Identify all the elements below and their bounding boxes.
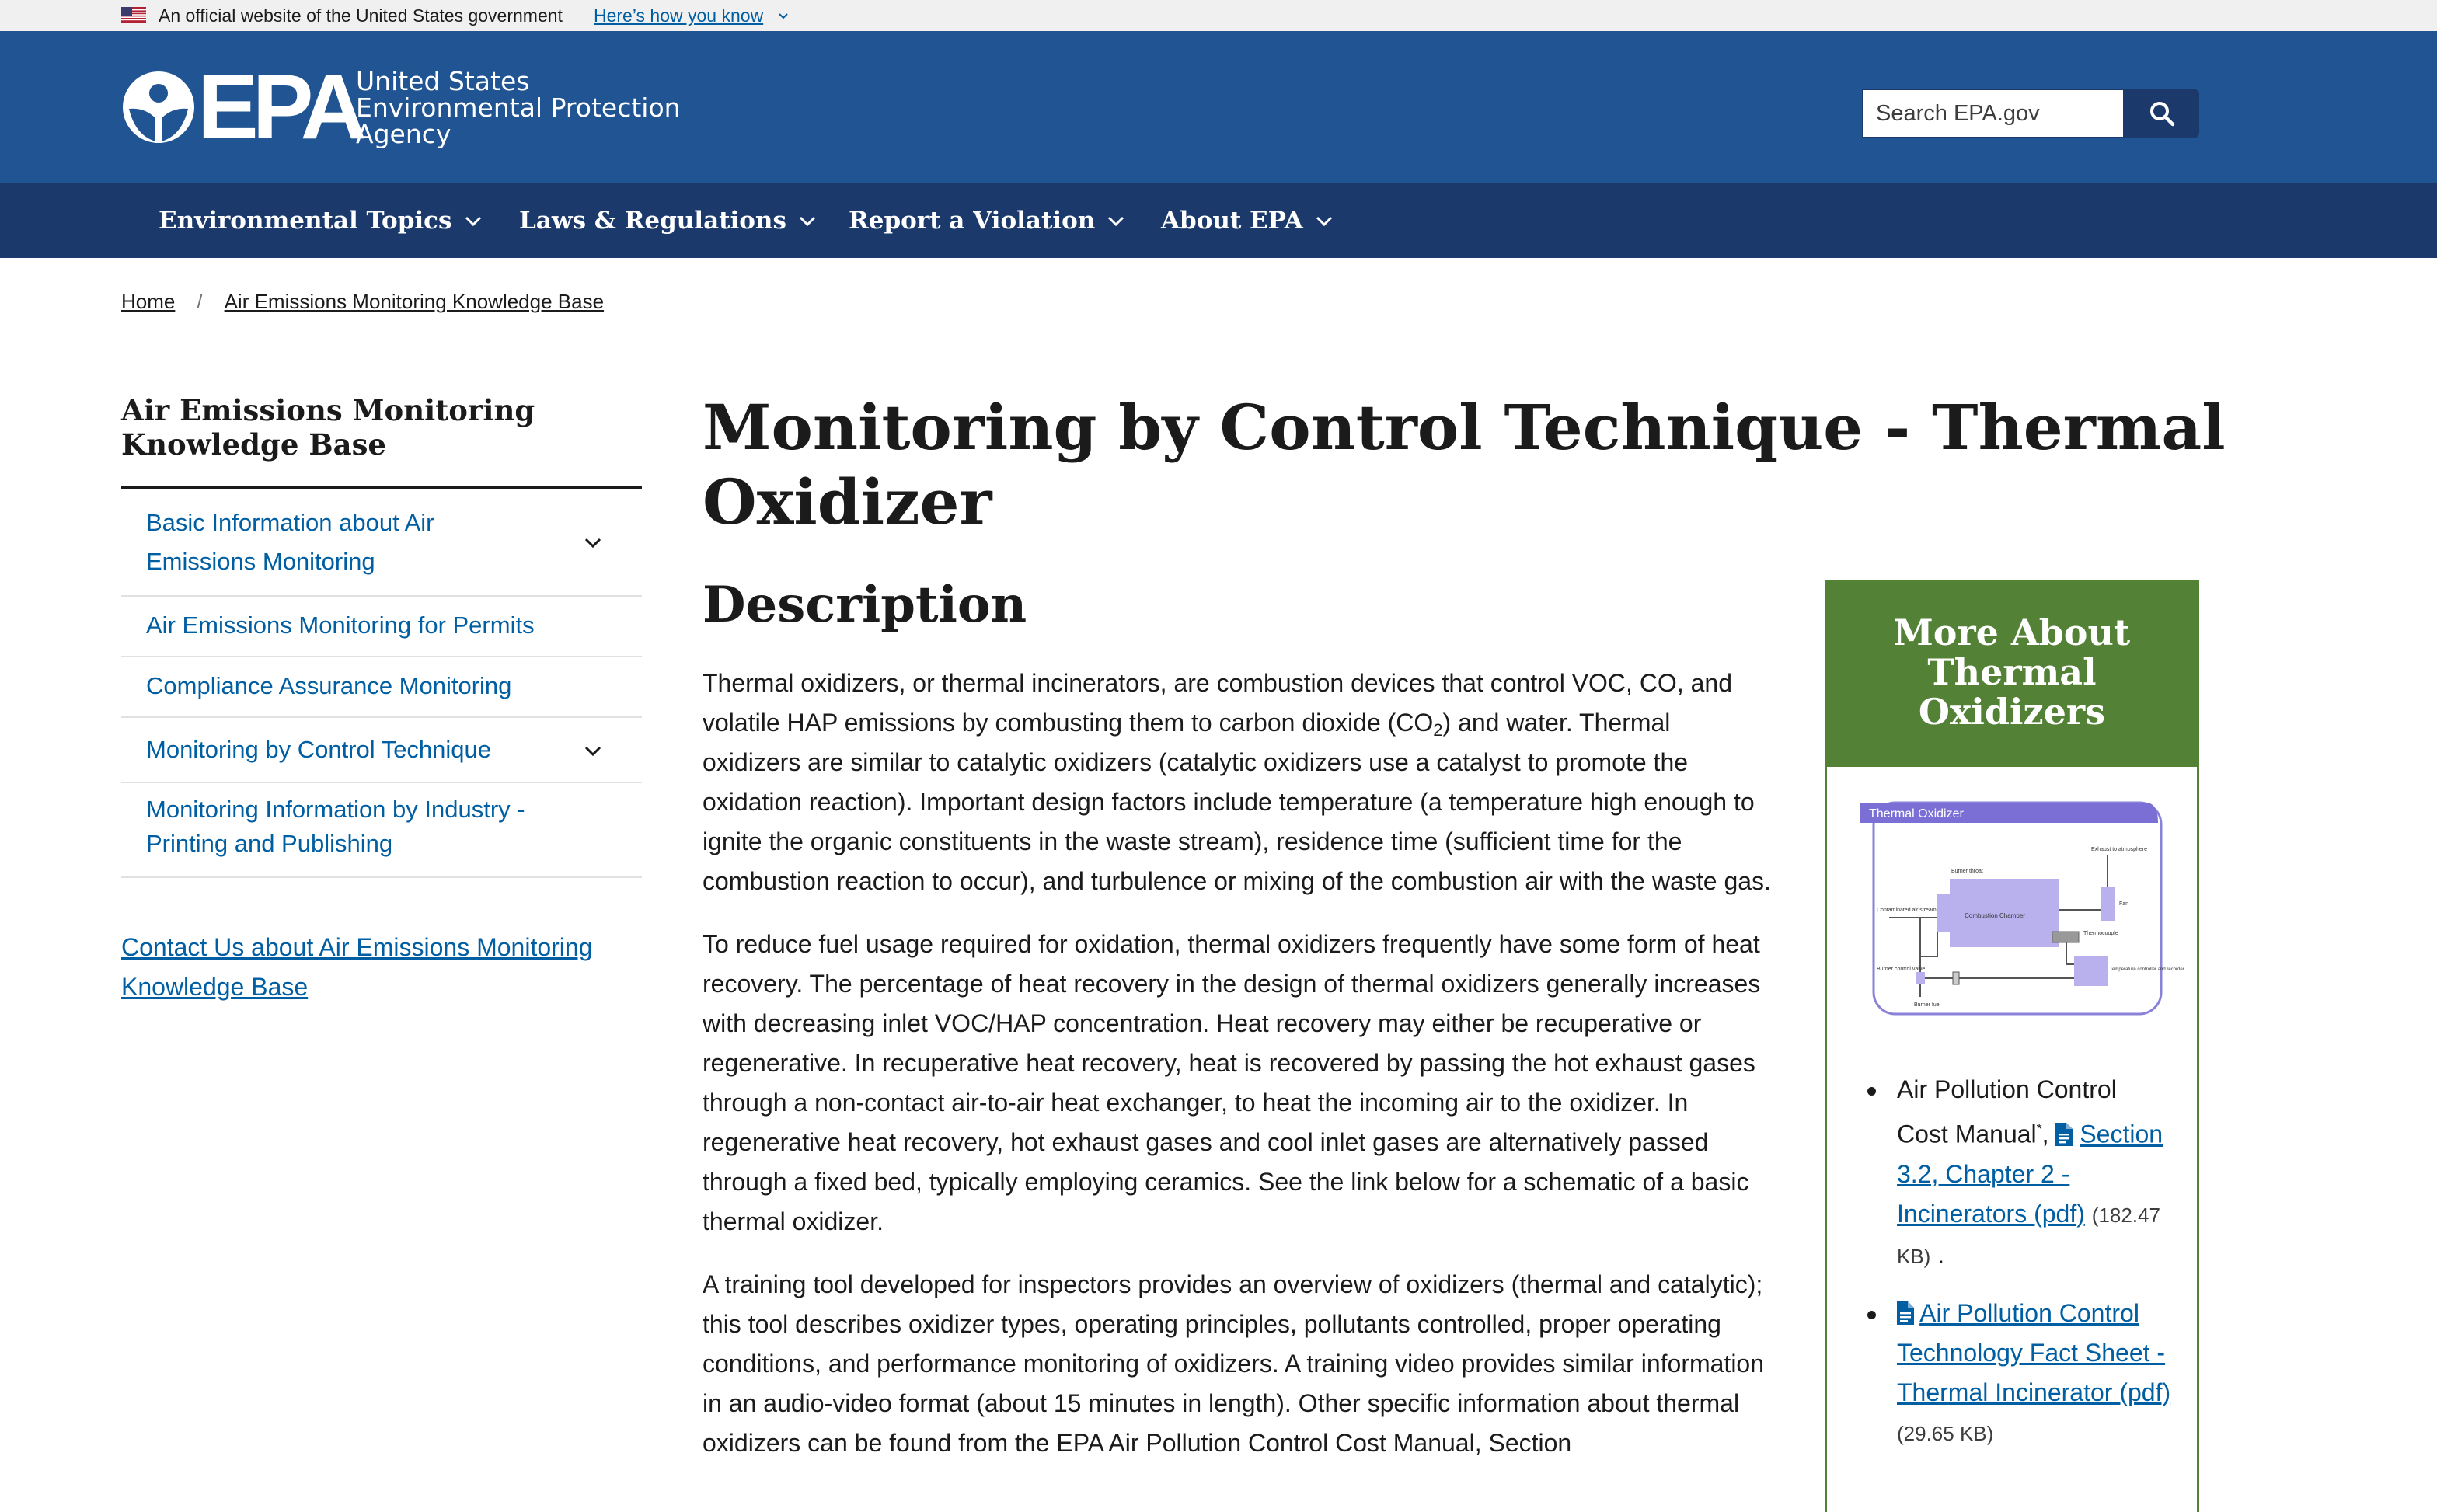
agency-line-1: United States <box>356 66 530 96</box>
more-about-title-line: More About <box>1893 611 2131 653</box>
sidebar-item-label: Compliance Assurance Monitoring <box>146 672 512 699</box>
agency-line-3: Agency <box>356 119 451 149</box>
more-about-links <box>1861 1070 2172 1471</box>
diagram-label: Combustion Chamber <box>1965 912 2025 919</box>
nav-label: About EPA <box>1161 207 1303 235</box>
sidebar-item-cam[interactable] <box>121 657 642 718</box>
breadcrumb-current[interactable]: Air Emissions Monitoring Knowledge Base <box>224 290 605 313</box>
diagram-label: Thermocouple <box>2083 931 2118 936</box>
chevron-down-icon <box>463 211 483 231</box>
how-you-know-link[interactable]: Here’s how you know <box>594 5 764 26</box>
list-item <box>1861 1294 2172 1454</box>
file-size: (182.47 KB) <box>1897 1203 2160 1268</box>
chevron-down-icon[interactable] <box>776 8 791 23</box>
pdf-document-icon <box>2055 1123 2073 1146</box>
subscript-2: 2 <box>1433 720 1443 740</box>
more-about-box <box>1825 580 2199 1512</box>
nav-laws-regulations[interactable] <box>519 183 818 258</box>
search-icon <box>2148 99 2176 127</box>
pdf-document-icon <box>1897 1301 1914 1325</box>
section-heading-description: Description <box>703 576 1027 634</box>
description-paragraph-2: To reduce fuel usage required for oxidation, thermal oxidizers frequently have some form of heat recovery. The percentage of heat recovery in the design of thermal oxidizers generally increases with decreasing inlet VOC/HAP concentration. Heat recovery may either be recuperative or regenerative. In recuperative heat recovery, heat is recovered by passing the hot exhaust gases through a non-contact air-to-air heat exchanger, to heat the incoming air to the oxidizer. In regenerative heat recovery, hot exhaust gases and cool inlet gases are alternatively passed through a fixed bed, typically employing ceramics. See the link below for a schematic of a basic thermal oxidizer. <box>703 930 1761 1235</box>
nav-report-violation[interactable] <box>849 183 1126 258</box>
sidebar-item-control-technique[interactable] <box>121 718 642 783</box>
diagram-label: Exhaust to atmosphere <box>2091 847 2147 852</box>
agency-line-2: Environmental Protection <box>356 92 681 123</box>
diagram-label: Temperature controller and recorder <box>2110 967 2184 972</box>
nav-environmental-topics[interactable] <box>159 183 483 258</box>
nav-label: Laws & Regulations <box>519 207 786 235</box>
description-paragraph-3: A training tool developed for inspectors provides an overview of oxidizers (thermal and catalytic); this tool describes oxidizer types, operating principles, pollutants controlled, proper operating conditions, and performance monitoring of oxidizers. A training video provides similar information in an audio-video format (about 15 minutes in length). Other specific information about thermal oxidizers can be found from the EPA Air Pollution Control Cost Manual, Section <box>703 1270 1765 1457</box>
thermal-oxidizer-diagram[interactable] <box>1858 801 2184 1019</box>
diagram-label: Contaminated air stream <box>1877 908 1937 913</box>
chevron-down-icon <box>1106 211 1126 231</box>
diagram-label: Fan <box>2119 901 2129 907</box>
sidebar-item-label: Monitoring Information by Industry - Printing and Publishing <box>146 796 525 857</box>
epa-flower-icon <box>121 70 196 145</box>
paragraph-text: Thermal oxidizers, or thermal incinerators, are combustion devices that control VOC, CO, and volatile HAP emissions by combusting them to carbon dioxide (CO <box>703 669 1732 737</box>
list-period: . <box>1937 1240 1945 1269</box>
fact-sheet-pdf-link[interactable]: Air Pollution Control Technology Fact Sheet - Thermal Incinerator (pdf) <box>1897 1298 2171 1406</box>
chevron-down-icon <box>797 211 818 231</box>
diagram-header: Thermal Oxidizer <box>1869 807 1964 820</box>
chevron-down-icon[interactable] <box>581 739 605 762</box>
sidebar-nav <box>121 489 642 878</box>
more-about-title-line: Oxidizers <box>1918 691 2106 733</box>
contact-us-link[interactable]: Contact Us about Air Emissions Monitoring Knowledge Base <box>121 933 593 1001</box>
sidebar-item-label: Monitoring by Control Technique <box>146 736 492 763</box>
sidebar-title: Air Emissions Monitoring Knowledge Base <box>121 393 535 462</box>
search-button[interactable] <box>2125 89 2199 138</box>
site-header <box>0 31 2437 183</box>
diagram-label: Burner fuel <box>1914 1002 1941 1008</box>
epa-wordmark: EPA <box>197 56 361 159</box>
gov-banner <box>0 0 2437 31</box>
epa-logo[interactable] <box>121 56 681 159</box>
diagram-label: Burner control valve <box>1877 967 1926 972</box>
sidebar-item-basic-information[interactable] <box>121 489 642 597</box>
page-title: Monitoring by Control Technique - Thermal Oxidizer <box>703 391 2226 538</box>
sidebar-item-label: Air Emissions Monitoring for Permits <box>146 611 535 639</box>
us-flag-icon <box>121 7 146 23</box>
nav-about-epa[interactable] <box>1161 183 1334 258</box>
nav-label: Environmental Topics <box>159 207 452 235</box>
more-about-title-line: Thermal <box>1927 651 2097 693</box>
list-item <box>1861 1070 2172 1277</box>
agency-name <box>356 68 682 148</box>
incinerators-pdf-link[interactable]: Section 3.2, Chapter 2 - Incinerators (pdf) <box>1897 1120 2163 1228</box>
breadcrumb <box>121 287 604 315</box>
main-nav <box>0 183 2437 258</box>
sidebar-item-label: Basic Information about Air Emissions Monitoring <box>146 509 434 575</box>
file-size: (29.65 KB) <box>1897 1421 1994 1445</box>
chevron-down-icon <box>1314 211 1334 231</box>
diagram-label: Burner throat <box>1951 869 1983 874</box>
description-paragraph-1 <box>703 664 1775 901</box>
chevron-down-icon[interactable] <box>581 531 605 554</box>
exit-marker: * <box>2036 1121 2042 1137</box>
breadcrumb-separator: / <box>197 290 203 313</box>
gov-banner-text: An official website of the United States government <box>159 5 563 26</box>
breadcrumb-home[interactable]: Home <box>121 290 176 313</box>
list-comma: , <box>2041 1120 2049 1148</box>
sidebar-item-permits[interactable] <box>121 597 642 657</box>
cost-manual-text: Air Pollution Control Cost Manual <box>1897 1075 2117 1148</box>
more-about-title <box>1827 582 2197 767</box>
sidebar-item-printing-publishing[interactable] <box>121 783 642 878</box>
search-input[interactable] <box>1862 89 2125 138</box>
paragraph-text: ) and water. Thermal oxidizers are similar to catalytic oxidizers (catalytic oxidizers use a catalyst to promote the oxidation reaction). Important design factors include temperature (a temperature high enough to ignite the organic constituents in the waste stream), residence time (sufficient time for the combustion reaction to occur), and turbulence or mixing of the combustion air with the waste gas. <box>703 709 1771 895</box>
nav-label: Report a Violation <box>849 207 1096 235</box>
